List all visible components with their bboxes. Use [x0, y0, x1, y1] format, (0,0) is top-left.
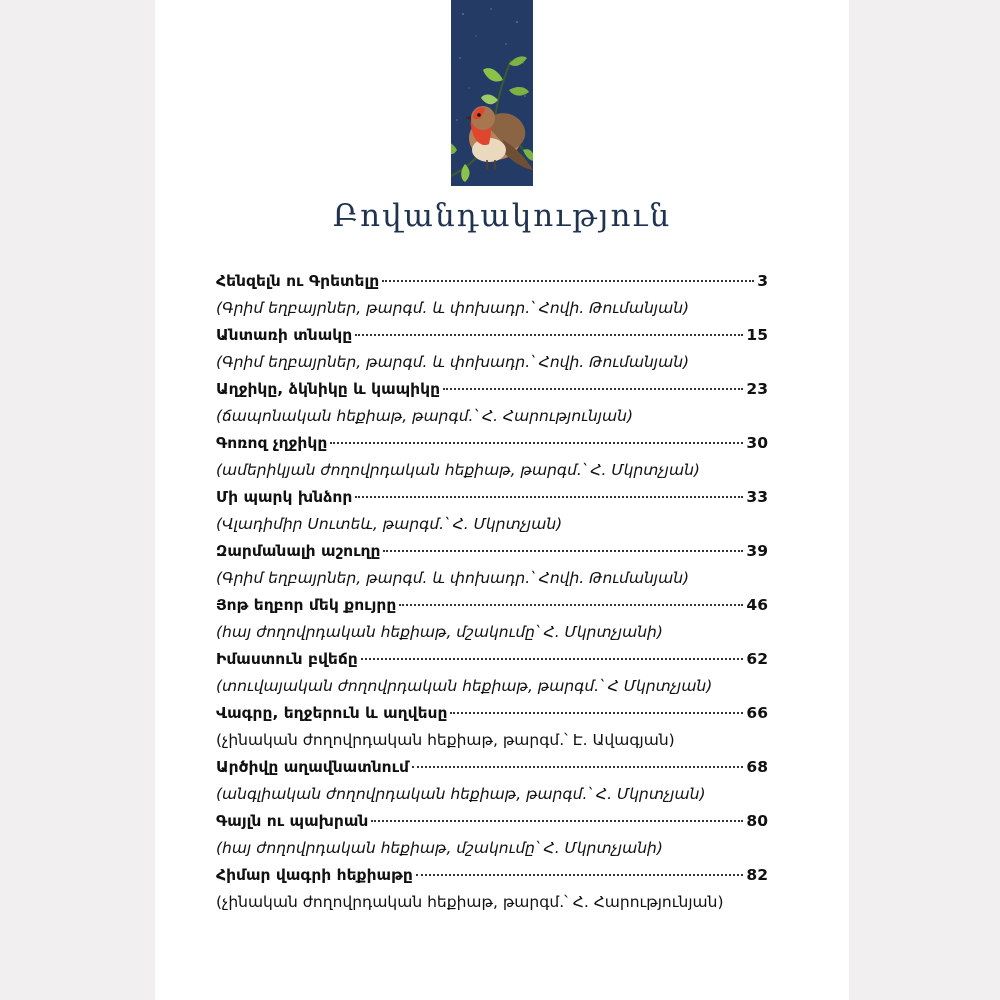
- dot-leader: [355, 334, 743, 336]
- toc-credit: (Գրիմ եղբայրներ, թարգմ. և փոխադր.՝ Հովի. Թումանյան): [216, 299, 690, 317]
- dot-leader: [443, 388, 743, 390]
- toc-row: [216, 322, 768, 349]
- toc-page-number: 30: [746, 434, 768, 452]
- toc-row: [216, 592, 768, 619]
- toc-entry: [216, 322, 768, 376]
- toc-row: [216, 646, 768, 673]
- toc-page-number: 82: [746, 866, 768, 884]
- toc-entry: [216, 376, 768, 430]
- toc-title: Անտառի տնակը: [216, 326, 353, 344]
- toc-page-number: 23: [746, 380, 768, 398]
- toc-title: Հենզելն ու Գրետելը: [216, 272, 380, 290]
- toc-title: Արծիվը աղավնատնում: [216, 758, 410, 776]
- toc-row: [216, 376, 768, 403]
- toc-page-number: 3: [757, 272, 768, 290]
- toc-page-number: 33: [746, 488, 768, 506]
- toc-title: Մի պարկ խնձոր: [216, 488, 353, 506]
- toc-row: [216, 700, 768, 727]
- toc-title: Վագրը, եղջերուն և աղվեսը: [216, 704, 448, 722]
- toc-title: Գոռոզ չղջիկը: [216, 434, 328, 452]
- toc-page-number: 62: [746, 650, 768, 668]
- dot-leader: [355, 496, 743, 498]
- dot-leader: [450, 712, 743, 714]
- toc-entry: [216, 754, 768, 808]
- dot-leader: [330, 442, 743, 444]
- toc-title: Յոթ եղբոր մեկ քույրը: [216, 596, 397, 614]
- toc-credit: (Գրիմ եղբայրներ, թարգմ. և փոխադր.՝ Հովի. Թումանյան): [216, 353, 690, 371]
- book-page: [155, 0, 849, 1000]
- toc-page-number: 46: [746, 596, 768, 614]
- toc-title: Զարմանալի աշուղը: [216, 542, 381, 560]
- toc-credit: (հայ ժողովրդական հեքիաթ, մշակումը՝ Հ. Մկրտչյանի): [216, 623, 663, 641]
- toc-credit: (չինական ժողովրդական հեքիաթ, թարգմ.՝ Հ. Հարությունյան): [216, 893, 724, 911]
- toc-page-number: 15: [746, 326, 768, 344]
- toc-title: Գայլն ու պախրան: [216, 812, 369, 830]
- toc-page-number: 39: [746, 542, 768, 560]
- page-title: Բովանդակություն: [332, 198, 672, 234]
- toc-entry: [216, 592, 768, 646]
- toc-entry: [216, 700, 768, 754]
- dot-leader: [399, 604, 743, 606]
- toc-row: [216, 862, 768, 889]
- dot-leader: [382, 280, 754, 282]
- dot-leader: [416, 874, 744, 876]
- toc-title: Իմաստուն բվեճը: [216, 650, 358, 668]
- toc-row: [216, 754, 768, 781]
- toc-credit: (անգլիական ժողովրդական հեքիաթ, թարգմ.՝ Հ. Մկրտչյան): [216, 785, 706, 803]
- dot-leader: [371, 820, 743, 822]
- toc-entry: [216, 646, 768, 700]
- toc-page-number: 68: [746, 758, 768, 776]
- toc-credit: (տուվայական ժողովրդական հեքիաթ, թարգմ.՝ Հ Մկրտչյան): [216, 677, 713, 695]
- toc-credit: (հայ ժողովրդական հեքիաթ, մշակումը՝ Հ. Մկրտչյանի): [216, 839, 663, 857]
- toc-credit: (Գրիմ եղբայրներ, թարգմ. և փոխադր.՝ Հովի. Թումանյան): [216, 569, 690, 587]
- toc-title: Աղջիկը, ձկնիկը և կապիկը: [216, 380, 441, 398]
- robin-bird-illustration: [451, 0, 533, 186]
- toc-entry: [216, 484, 768, 538]
- toc-page-number: 80: [746, 812, 768, 830]
- toc-credit: (Վլադիմիր Սուտեև, թարգմ.՝ Հ. Մկրտչյան): [216, 515, 563, 533]
- toc-row: [216, 268, 768, 295]
- toc-title: Հիմար վագրի հեքիաթը: [216, 866, 413, 884]
- table-of-contents: [216, 268, 768, 916]
- toc-row: [216, 808, 768, 835]
- dot-leader: [412, 766, 743, 768]
- toc-credit: (չինական ժողովրդական հեքիաթ, թարգմ.՝ Է. Ավագյան): [216, 731, 675, 749]
- toc-credit: (ամերիկյան ժողովրդական հեքիաթ, թարգմ.՝ Հ. Մկրտչյան): [216, 461, 700, 479]
- toc-row: [216, 484, 768, 511]
- toc-credit: (ճապոնական հեքիաթ, թարգմ.՝ Հ. Հարությունյան): [216, 407, 634, 425]
- toc-entry: [216, 538, 768, 592]
- dot-leader: [383, 550, 743, 552]
- toc-row: [216, 430, 768, 457]
- dot-leader: [361, 658, 744, 660]
- toc-entry: [216, 430, 768, 484]
- toc-row: [216, 538, 768, 565]
- toc-entry: [216, 268, 768, 322]
- toc-page-number: 66: [746, 704, 768, 722]
- toc-entry: [216, 808, 768, 862]
- toc-entry: [216, 862, 768, 916]
